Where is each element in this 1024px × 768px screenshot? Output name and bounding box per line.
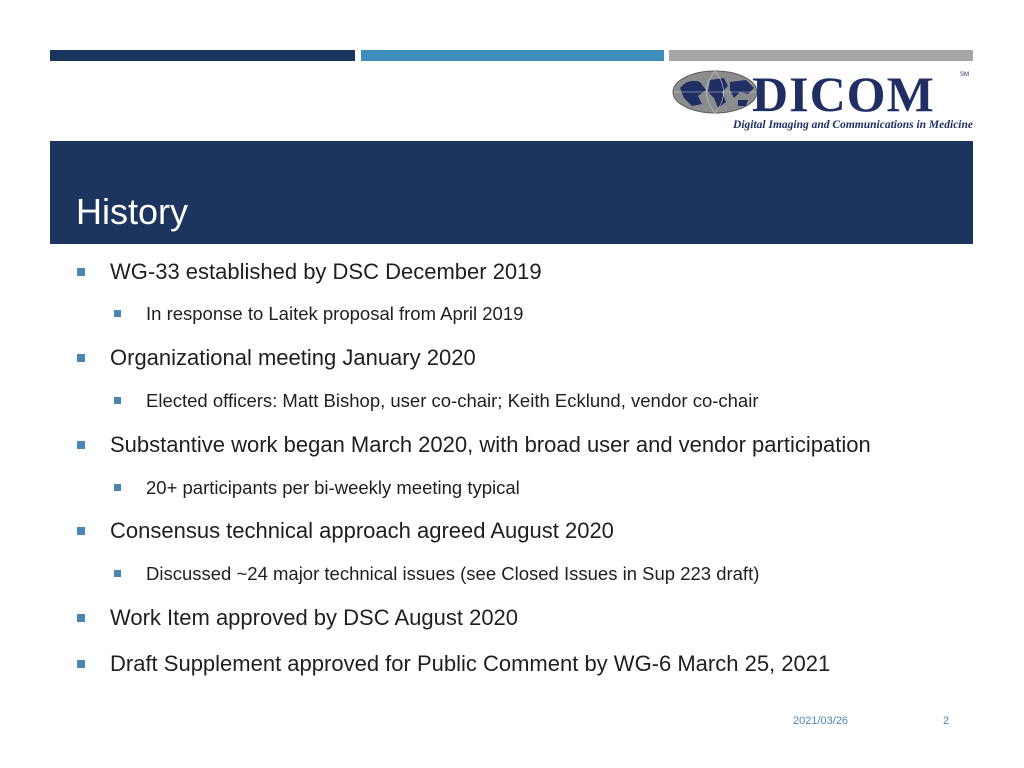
globe-icon xyxy=(672,70,758,114)
bullet-text: Work Item approved by DSC August 2020 xyxy=(110,605,519,630)
dicom-logo xyxy=(670,66,973,136)
logo-tagline: Digital Imaging and Communications in Medicine xyxy=(733,119,973,131)
bullet-square-icon xyxy=(77,527,85,535)
logo-wordmark: DICOM xyxy=(752,66,935,122)
bullet-text: Organizational meeting January 2020 xyxy=(110,345,476,370)
bullet-text: Discussed ~24 major technical issues (see Closed Issues in Sup 223 draft) xyxy=(146,563,760,584)
bullet-square-icon xyxy=(77,268,85,276)
bullet-text: Draft Supplement approved for Public Comment by WG-6 March 25, 2021 xyxy=(110,651,831,676)
header-bar-navy xyxy=(50,50,355,61)
bullet-square-icon xyxy=(77,354,85,362)
bullet-square-icon xyxy=(114,397,121,404)
bullet-text: In response to Laitek proposal from April 2019 xyxy=(146,303,524,324)
bullet-square-icon xyxy=(114,484,121,491)
bullet-text: Substantive work began March 2020, with broad user and vendor participation xyxy=(110,432,871,457)
header-bar-blue xyxy=(361,50,664,61)
title-band xyxy=(50,141,973,244)
bullet-text: Consensus technical approach agreed August 2020 xyxy=(110,518,614,543)
bullet-square-icon xyxy=(114,310,121,317)
bullet-square-icon xyxy=(114,570,121,577)
slide-title: History xyxy=(76,191,189,232)
bullet-text: Elected officers: Matt Bishop, user co-chair; Keith Ecklund, vendor co-chair xyxy=(146,390,759,411)
page-number: 2 xyxy=(943,715,950,727)
bullet-text: 20+ participants per bi-weekly meeting typical xyxy=(146,477,520,498)
bullet-square-icon xyxy=(77,660,85,668)
bullet-text: WG-33 established by DSC December 2019 xyxy=(110,259,542,284)
bullet-square-icon xyxy=(77,614,85,622)
logo-trademark: SM xyxy=(960,72,969,78)
footer-date: 2021/03/26 xyxy=(793,715,849,727)
header-bar-gray xyxy=(669,50,973,61)
bullet-square-icon xyxy=(77,441,85,449)
